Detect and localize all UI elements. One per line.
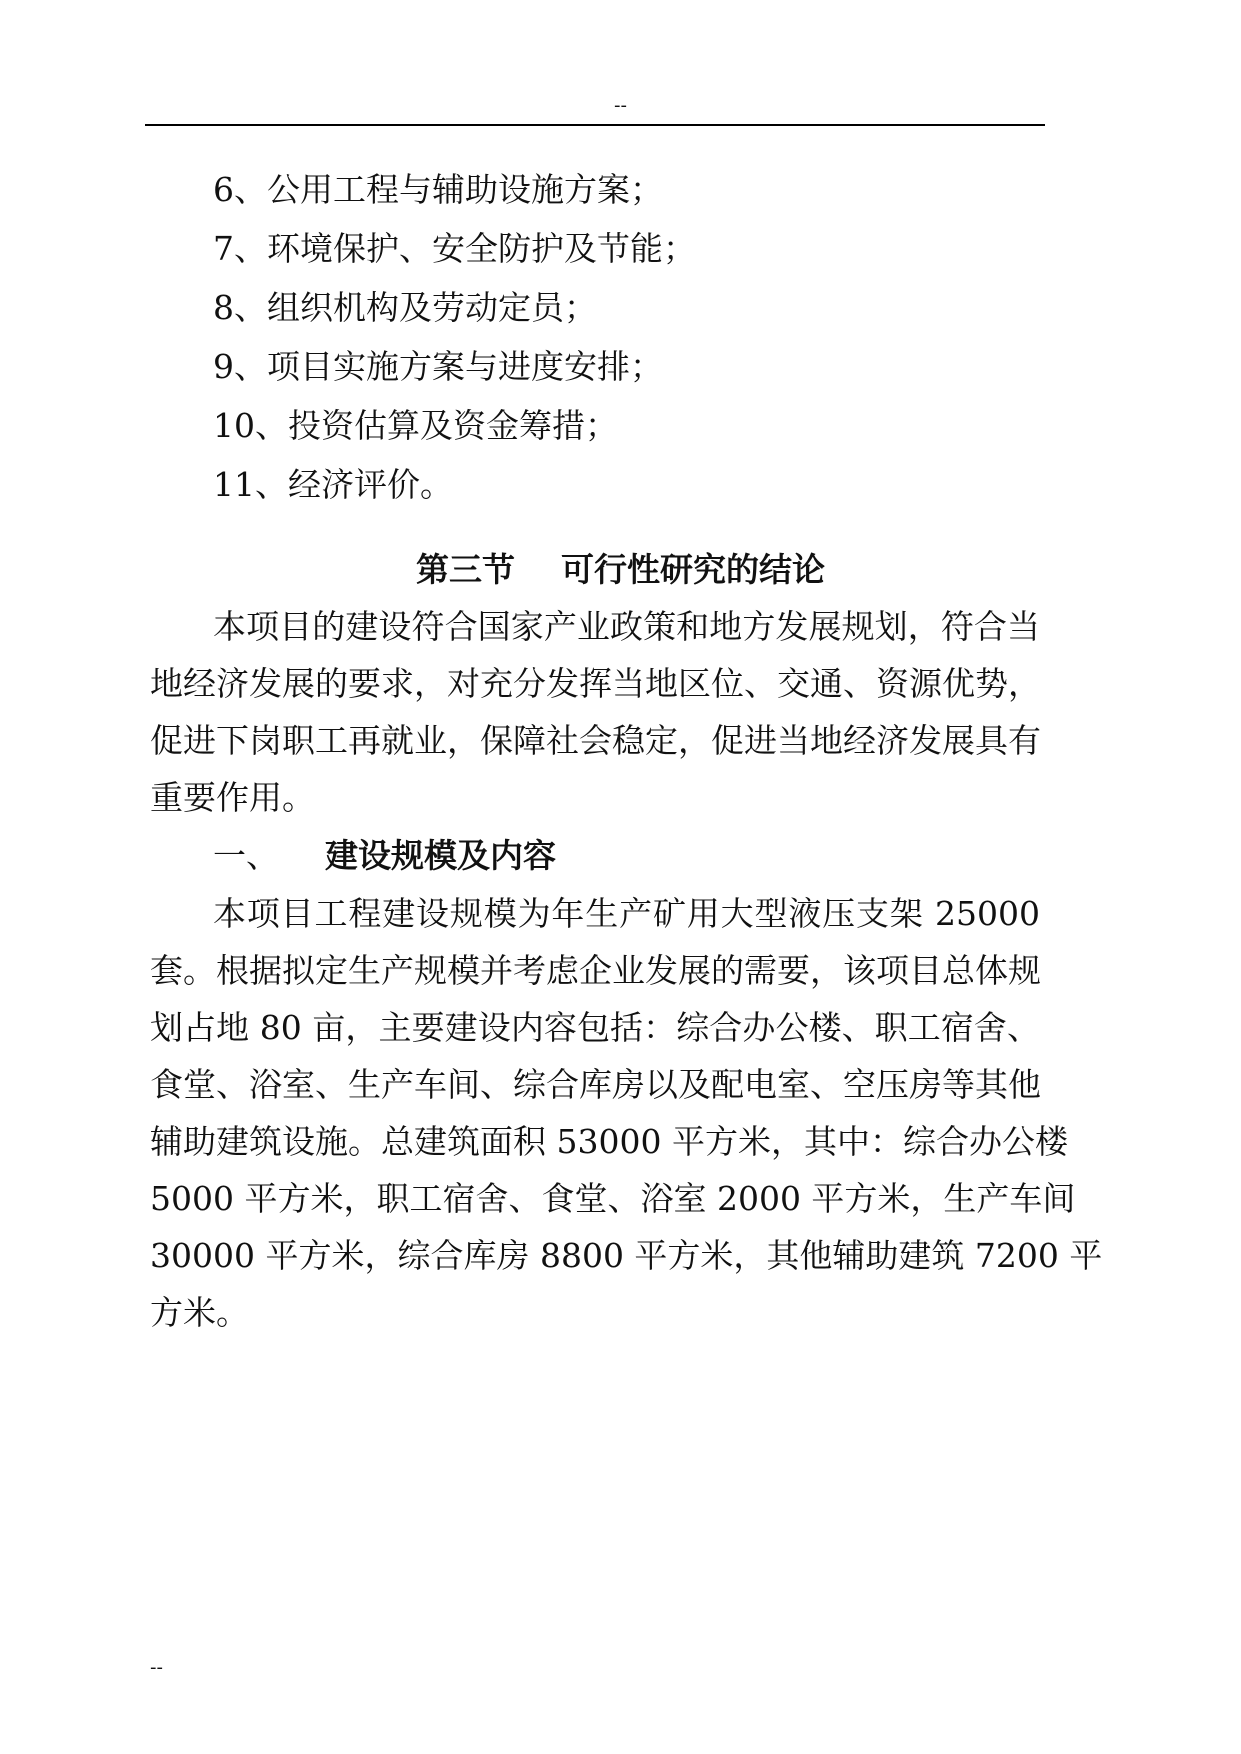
paragraph-line: 30000 平方米，综合库房 8800 平方米，其他辅助建筑 7200 平 <box>150 1236 1103 1275</box>
list-item: 10、投资估算及资金筹措； <box>213 406 618 445</box>
subsection-number: 一、 <box>213 836 279 875</box>
page-header-mark: -- <box>614 95 627 116</box>
paragraph-line: 重要作用。 <box>150 778 315 817</box>
list-item: 8、组织机构及劳动定员； <box>213 288 597 327</box>
subsection-title: 建设规模及内容 <box>324 836 556 875</box>
section-title: 第三节 可行性研究的结论 <box>416 550 825 589</box>
paragraph-line: 套。根据拟定生产规模并考虑企业发展的需要，该项目总体规 <box>150 951 1041 990</box>
paragraph-line: 辅助建筑设施。总建筑面积 53000 平方米，其中：综合办公楼 <box>150 1122 1068 1161</box>
paragraph-line: 本项目的建设符合国家产业政策和地方发展规划，符合当 <box>213 607 1040 646</box>
list-item: 11、经济评价。 <box>213 465 453 504</box>
subsection-heading <box>213 836 556 876</box>
paragraph-line: 促进下岗职工再就业，保障社会稳定，促进当地经济发展具有 <box>150 721 1041 760</box>
paragraph-line: 本项目工程建设规模为年生产矿用大型液压支架 25000 <box>213 894 1040 933</box>
paragraph-line: 方米。 <box>150 1293 249 1332</box>
paragraph-line: 食堂、浴室、生产车间、综合库房以及配电室、空压房等其他 <box>150 1065 1041 1104</box>
list-item: 9、项目实施方案与进度安排； <box>213 347 663 386</box>
page-footer-mark: -- <box>150 1657 163 1678</box>
header-rule <box>145 124 1045 126</box>
list-item: 7、环境保护、安全防护及节能； <box>213 229 696 268</box>
paragraph-line: 划占地 80 亩，主要建设内容包括：综合办公楼、职工宿舍、 <box>150 1008 1040 1047</box>
paragraph-line: 地经济发展的要求，对充分发挥当地区位、交通、资源优势， <box>150 664 1041 703</box>
list-item: 6、公用工程与辅助设施方案； <box>213 170 663 209</box>
paragraph-line: 5000 平方米，职工宿舍、食堂、浴室 2000 平方米，生产车间 <box>150 1179 1076 1218</box>
